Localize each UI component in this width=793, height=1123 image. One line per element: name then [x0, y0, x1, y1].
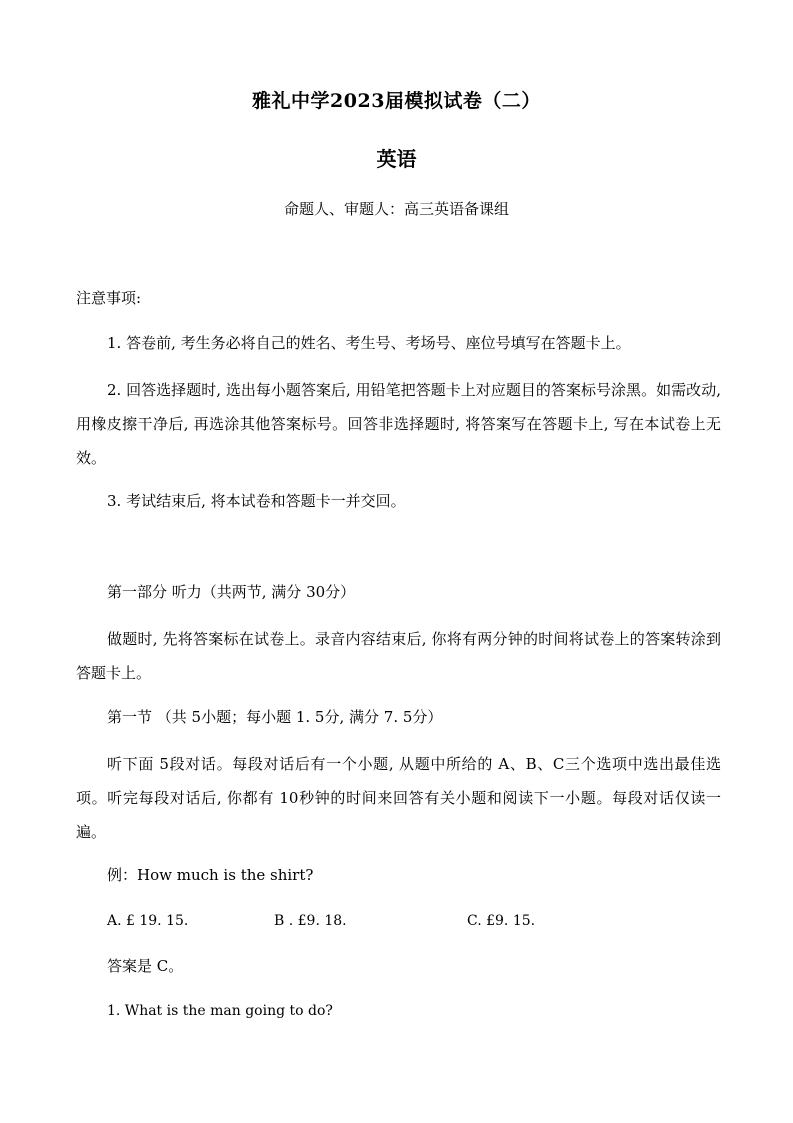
section1-heading: 第一节 （共 5小题；每小题 1. 5分, 满分 7. 5分） [107, 708, 443, 726]
example-option-b: B . £9. 18. [274, 913, 347, 929]
exam-title: 雅礼中学2023届模拟试卷（二） [252, 90, 541, 112]
notice-item-2: 2. 回答选择题时, 选出每小题答案后, 用铅笔把答题卡上对应题目的答案标号涂黑。如需改动, 用橡皮擦干净后, 再选涂其他答案标号。回答非选择题时, 将答案写在答题卡上, 写在本试卷上无效。 [76, 381, 721, 467]
example-answer: 答案是 C。 [107, 957, 184, 975]
notice-item-3: 3. 考试结束后, 将本试卷和答题卡一并交回。 [107, 492, 406, 510]
example-option-a: A. £ 19. 15. [107, 913, 189, 929]
part1-heading: 第一部分 听力（共两节, 满分 30分） [107, 583, 356, 601]
example-question: 例：How much is the shirt? [107, 866, 314, 884]
question-1: 1. What is the man going to do? [107, 1003, 333, 1019]
exam-subject: 英语 [376, 147, 417, 171]
exam-authors: 命题人、审题人：高三英语备课组 [283, 200, 509, 218]
example-option-c: C. £9. 15. [467, 913, 536, 929]
notice-heading: 注意事项: [76, 289, 142, 307]
section1-instruction: 听下面 5段对话。每段对话后有一个小题, 从题中所给的 A、B、C三个选项中选出最佳选项。听完每段对话后, 你都有 10秒钟的时间来回答有关小题和阅读下一小题。每段对话仅读一遍。 [76, 755, 721, 841]
part1-instruction: 做题时, 先将答案标在试卷上。录音内容结束后, 你将有两分钟的时间将试卷上的答案转涂到答题卡上。 [76, 630, 721, 682]
notice-item-1: 1. 答卷前, 考生务必将自己的姓名、考生号、考场号、座位号填写在答题卡上。 [107, 334, 631, 352]
